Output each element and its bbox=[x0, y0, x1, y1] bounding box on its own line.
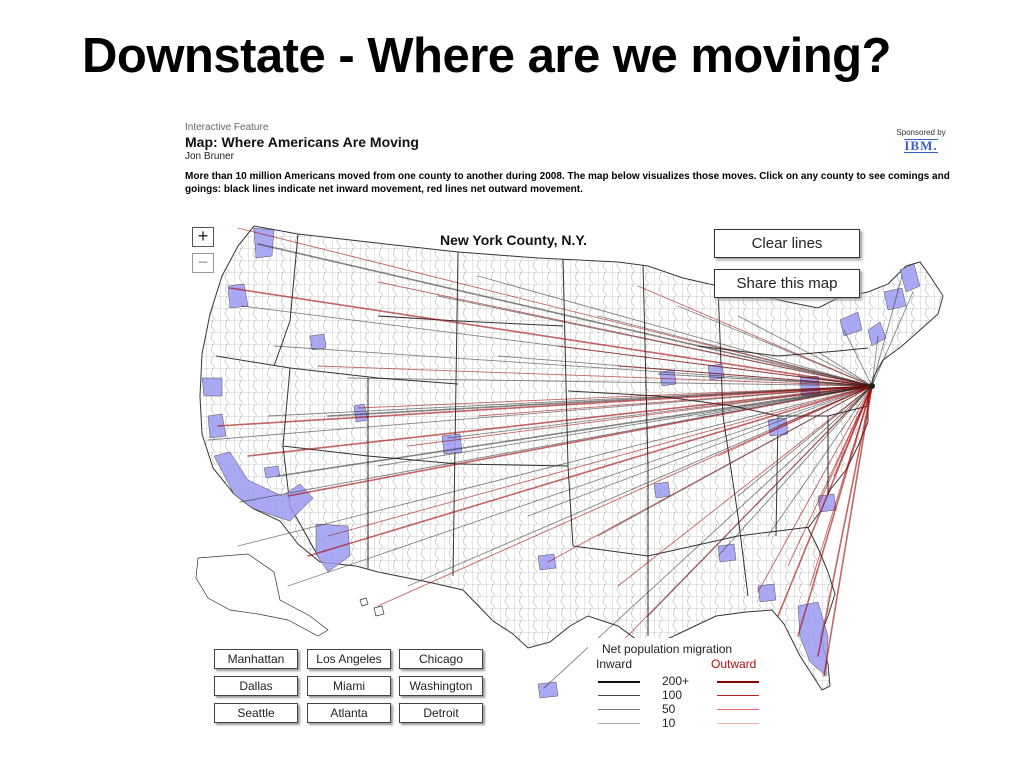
city-button-miami[interactable]: Miami bbox=[307, 676, 391, 696]
feature-author: Jon Bruner bbox=[185, 151, 234, 162]
city-button-manhattan[interactable]: Manhattan bbox=[214, 649, 298, 669]
city-button-atlanta[interactable]: Atlanta bbox=[307, 703, 391, 723]
zoom-out-button[interactable]: − bbox=[192, 253, 214, 273]
legend-outward-line bbox=[717, 723, 759, 724]
city-button-dallas[interactable]: Dallas bbox=[214, 676, 298, 696]
legend-value: 10 bbox=[662, 716, 676, 730]
ibm-logo: IBM. bbox=[904, 138, 938, 153]
city-button-seattle[interactable]: Seattle bbox=[214, 703, 298, 723]
legend-row bbox=[596, 688, 786, 702]
legend-value: 100 bbox=[662, 688, 683, 702]
legend-row bbox=[596, 716, 786, 730]
legend-outward-line bbox=[717, 681, 759, 683]
legend-inward-label: Inward bbox=[596, 657, 633, 671]
city-button-washington[interactable]: Washington bbox=[399, 676, 483, 696]
selected-county-marker[interactable] bbox=[869, 383, 875, 389]
legend-outward-label: Outward bbox=[711, 657, 757, 671]
city-button-chicago[interactable]: Chicago bbox=[399, 649, 483, 669]
city-button-detroit[interactable]: Detroit bbox=[399, 703, 483, 723]
legend-title: Net population migration bbox=[602, 642, 733, 656]
legend-outward-line bbox=[717, 695, 759, 696]
share-map-button[interactable]: Share this map bbox=[714, 269, 860, 298]
feature-kicker: Interactive Feature bbox=[185, 122, 269, 133]
feature-description: More than 10 million Americans moved from one county to another during 2008. The map below visualizes those moves. Click on any county to see comings and goings: black lines indicate net inward movement, red lines net outward movement. bbox=[185, 171, 950, 195]
legend-row bbox=[596, 674, 786, 688]
legend-value: 50 bbox=[662, 702, 676, 716]
migration-map-screenshot bbox=[178, 116, 1000, 734]
slide-title: Downstate - Where are we moving? bbox=[82, 29, 891, 83]
legend-inward-line bbox=[598, 723, 640, 724]
legend-inward-line bbox=[598, 709, 640, 710]
legend-inward-line bbox=[598, 695, 640, 696]
legend-row bbox=[596, 702, 786, 716]
selected-county-title: New York County, N.Y. bbox=[440, 232, 588, 248]
legend-value: 200+ bbox=[662, 674, 690, 688]
legend-outward-line bbox=[717, 709, 759, 710]
sponsor-label: Sponsored by bbox=[896, 128, 946, 137]
migration-legend bbox=[588, 638, 788, 732]
feature-title: Map: Where Americans Are Moving bbox=[185, 134, 419, 150]
zoom-in-button[interactable]: + bbox=[192, 227, 214, 247]
clear-lines-button[interactable]: Clear lines bbox=[714, 229, 860, 258]
legend-inward-line bbox=[598, 681, 640, 683]
city-button-los-angeles[interactable]: Los Angeles bbox=[307, 649, 391, 669]
